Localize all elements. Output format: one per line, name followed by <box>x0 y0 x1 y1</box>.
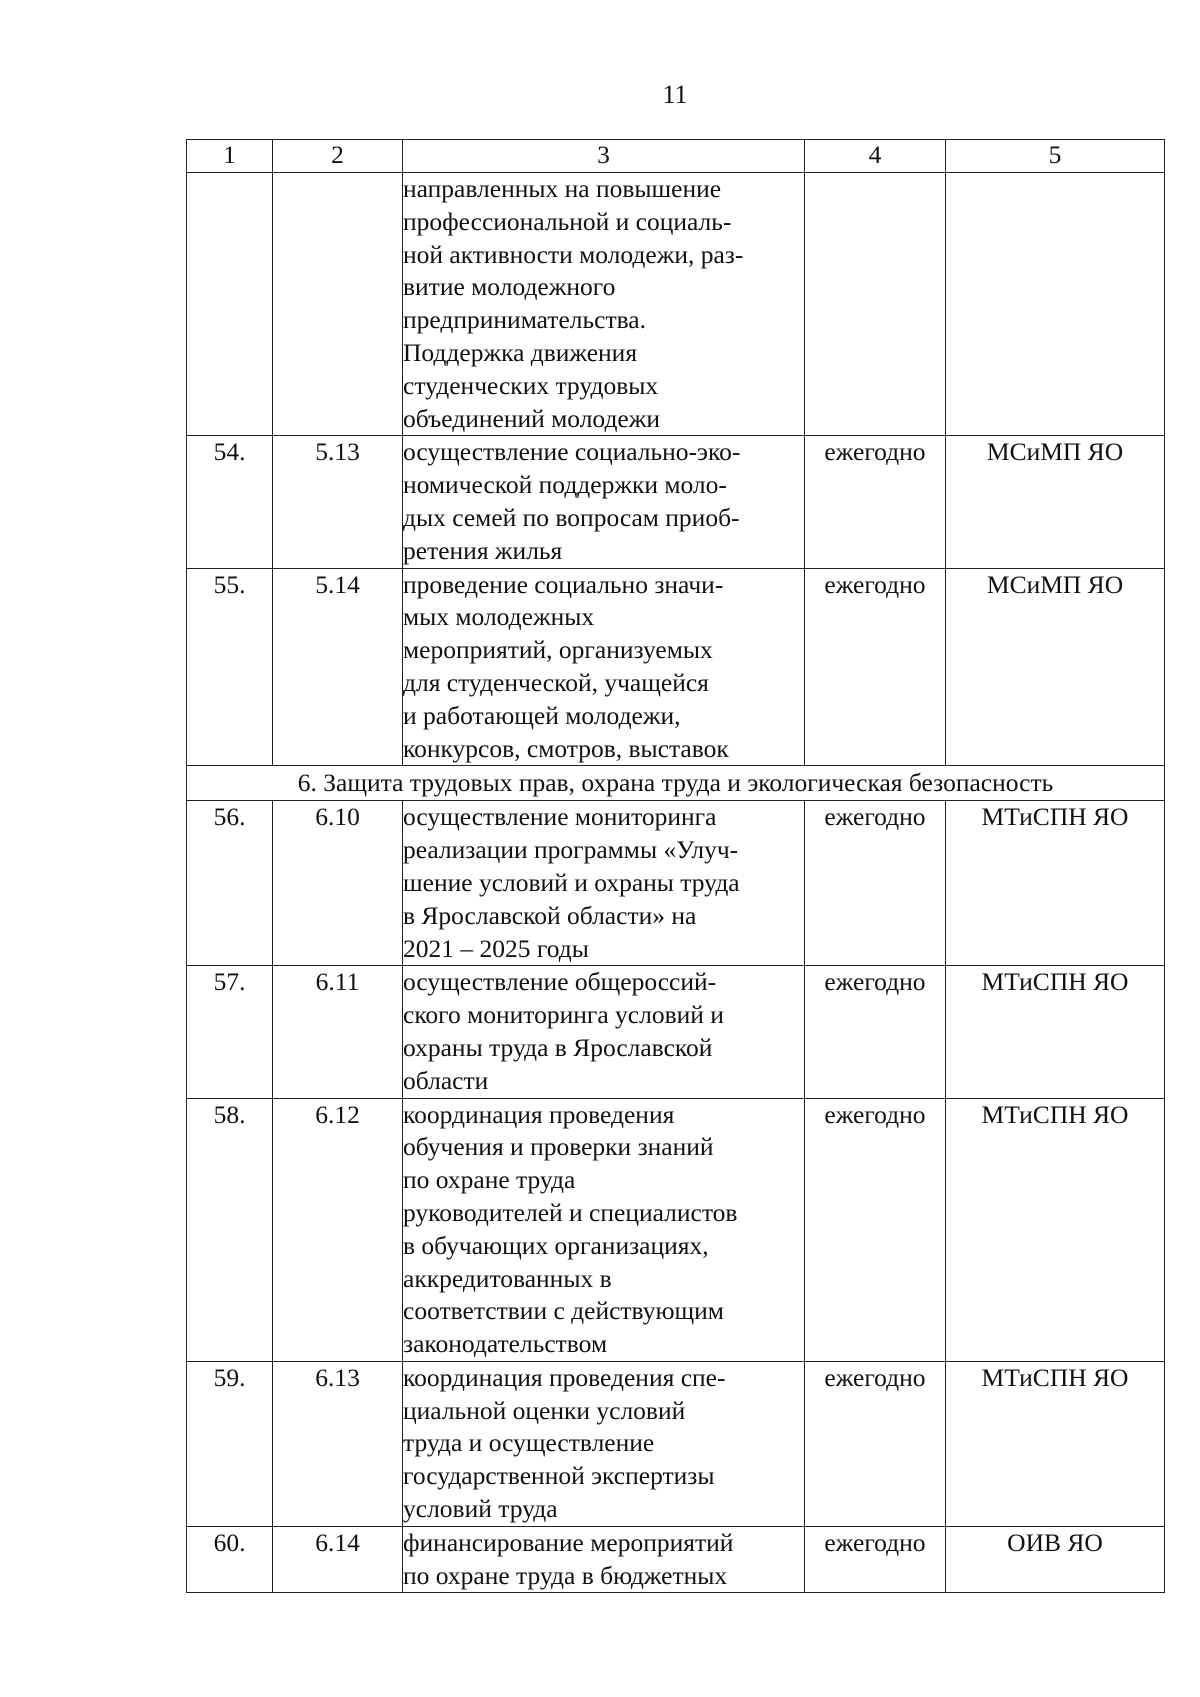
row-description: осуществление мониторинга реализации программы «Улуч- шение условий и охраны труда в Ярославской области» на 2021 – 2025 годы <box>403 801 805 966</box>
row-number <box>187 173 273 436</box>
row-responsible: МТиСПН ЯО <box>946 966 1165 1098</box>
row-responsible: МТиСПН ЯО <box>946 1098 1165 1361</box>
row-responsible: МТиСПН ЯО <box>946 1361 1165 1526</box>
row-description: финансирование мероприятий по охране труда в бюджетных <box>403 1526 805 1593</box>
row-code: 5.14 <box>273 568 403 766</box>
header-cell: 1 <box>187 140 273 173</box>
row-responsible: МСиМП ЯО <box>946 436 1165 568</box>
table-row <box>187 966 1165 1098</box>
row-code: 6.14 <box>273 1526 403 1593</box>
row-description: проведение социально значи- мых молодежных мероприятий, организуемых для студенческой, учащейся и работающей молодежи, конкурсов, смотров, выставок <box>403 568 805 766</box>
row-code: 6.12 <box>273 1098 403 1361</box>
header-cell: 5 <box>946 140 1165 173</box>
measures-table <box>186 139 1165 1593</box>
row-period: ежегодно <box>805 801 946 966</box>
row-code: 5.13 <box>273 436 403 568</box>
row-description: осуществление общероссий- ского мониторинга условий и охраны труда в Ярославской области <box>403 966 805 1098</box>
page-number: 11 <box>662 80 688 109</box>
row-number: 57. <box>187 966 273 1098</box>
row-description: осуществление социально-эко- номической поддержки моло- дых семей по вопросам приоб- ретения жилья <box>403 436 805 568</box>
section-title: 6. Защита трудовых прав, охрана труда и экологическая безопасность <box>187 766 1165 801</box>
table-row <box>187 1526 1165 1593</box>
row-description: направленных на повышение профессиональной и социаль- ной активности молодежи, раз- витие молодежного предпринимательства. Поддержка движения студенческих трудовых объединений молодежи <box>403 173 805 436</box>
row-responsible: МСиМП ЯО <box>946 568 1165 766</box>
row-responsible: ОИВ ЯО <box>946 1526 1165 1593</box>
row-code: 6.10 <box>273 801 403 966</box>
row-number: 60. <box>187 1526 273 1593</box>
row-period <box>805 173 946 436</box>
row-number: 59. <box>187 1361 273 1526</box>
row-description: координация проведения спе- циальной оценки условий труда и осуществление государственной экспертизы условий труда <box>403 1361 805 1526</box>
section-row <box>187 766 1165 801</box>
row-period: ежегодно <box>805 568 946 766</box>
row-period: ежегодно <box>805 436 946 568</box>
row-period: ежегодно <box>805 1361 946 1526</box>
table-row <box>187 801 1165 966</box>
row-number: 58. <box>187 1098 273 1361</box>
header-cell: 4 <box>805 140 946 173</box>
table-row <box>187 568 1165 766</box>
row-responsible: МТиСПН ЯО <box>946 801 1165 966</box>
header-cell: 2 <box>273 140 403 173</box>
row-code <box>273 173 403 436</box>
table-header-row <box>187 140 1165 173</box>
row-code: 6.13 <box>273 1361 403 1526</box>
row-description: координация проведения обучения и проверки знаний по охране труда руководителей и специалистов в обучающих организациях, аккредитованных в соответствии с действующим законодательством <box>403 1098 805 1361</box>
row-number: 55. <box>187 568 273 766</box>
table-row <box>187 1098 1165 1361</box>
header-cell: 3 <box>403 140 805 173</box>
row-period: ежегодно <box>805 1098 946 1361</box>
row-period: ежегодно <box>805 966 946 1098</box>
row-code: 6.11 <box>273 966 403 1098</box>
row-responsible <box>946 173 1165 436</box>
table-row <box>187 173 1165 436</box>
row-number: 56. <box>187 801 273 966</box>
table-row <box>187 436 1165 568</box>
row-period: ежегодно <box>805 1526 946 1593</box>
table-row <box>187 1361 1165 1526</box>
row-number: 54. <box>187 436 273 568</box>
